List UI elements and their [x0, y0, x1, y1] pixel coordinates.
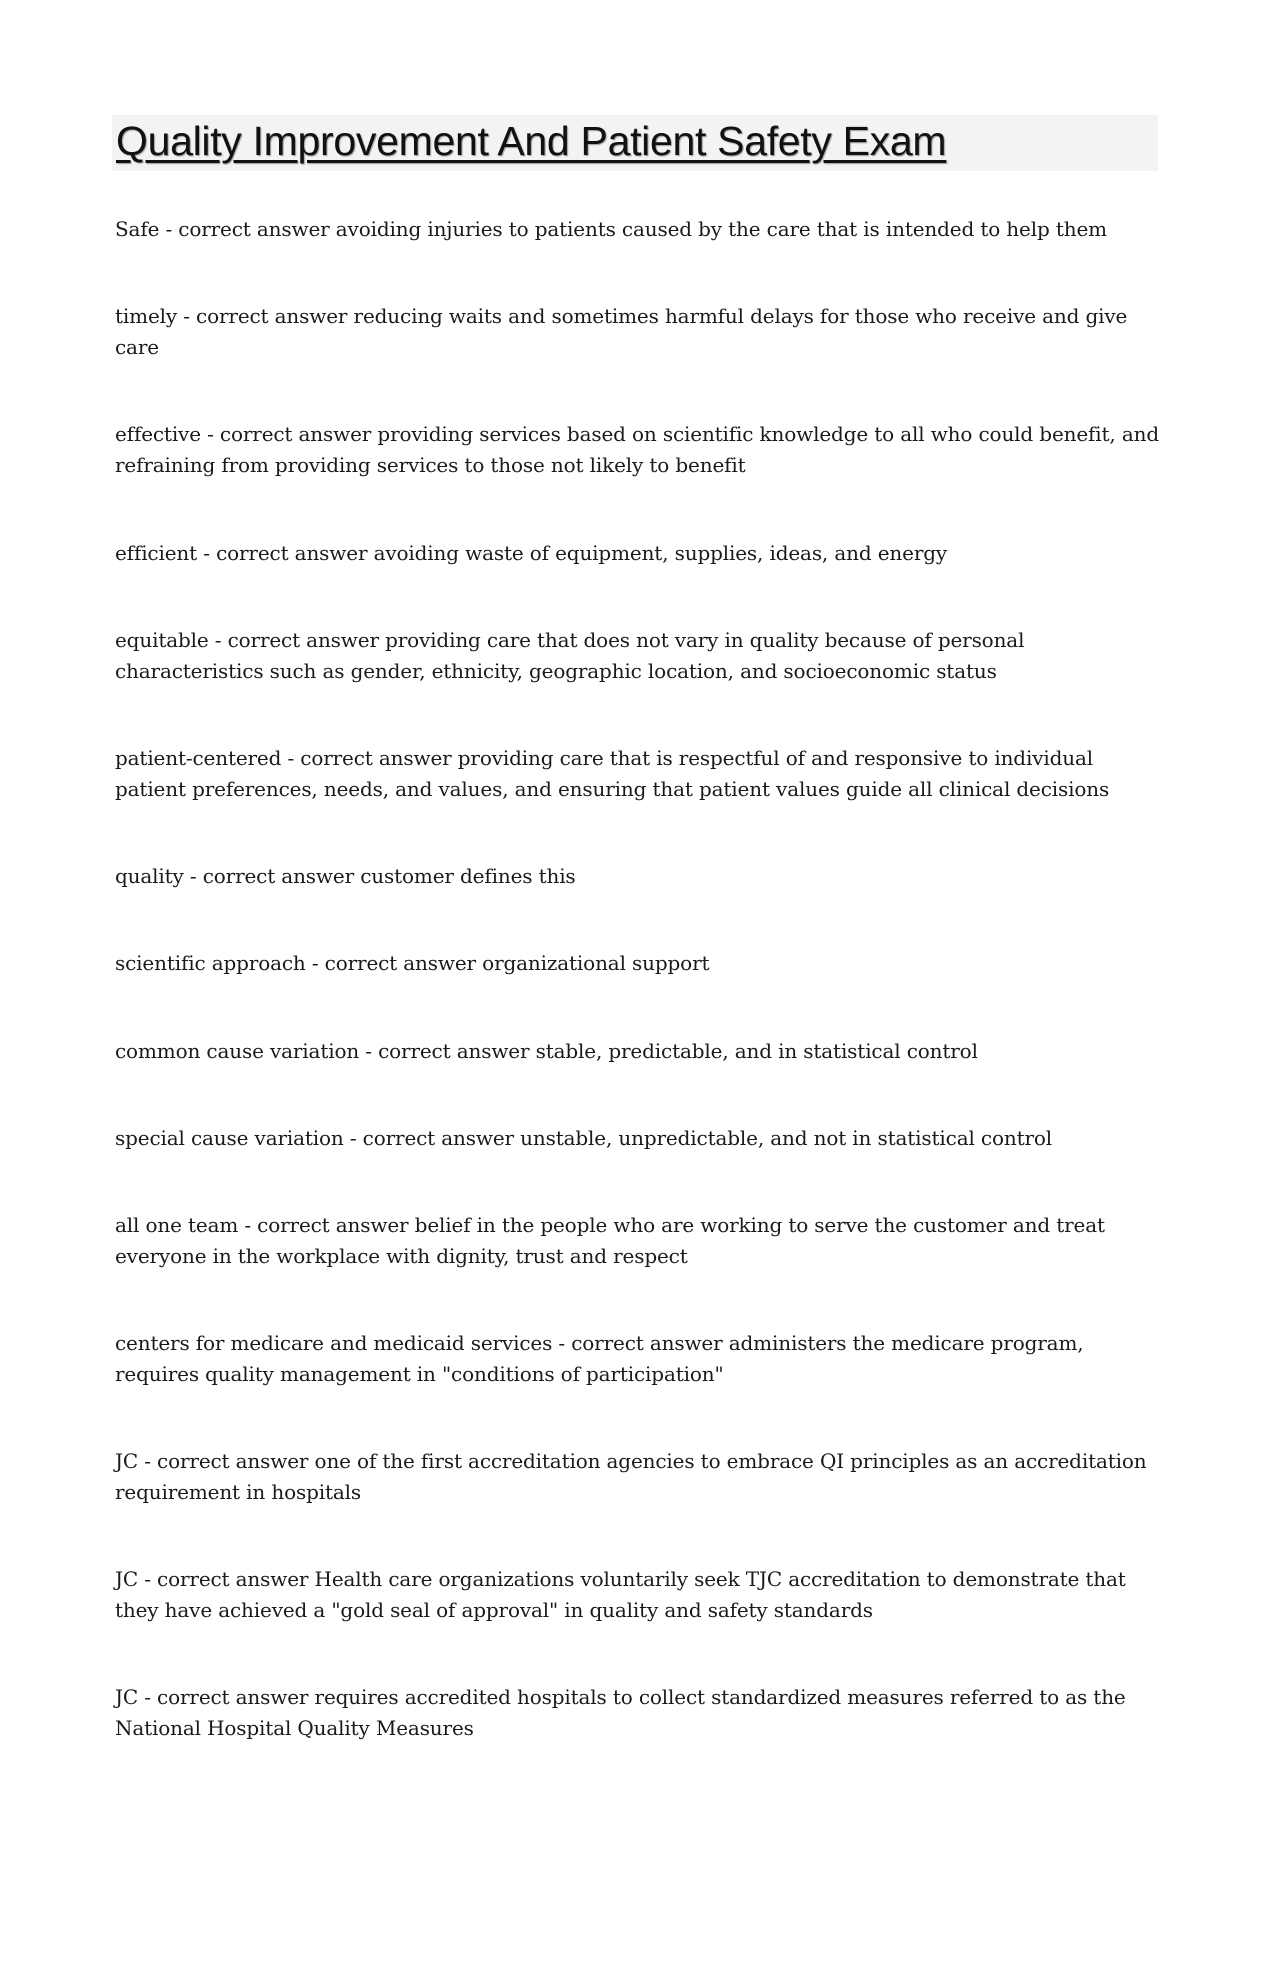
qa-separator: - correct answer [177, 304, 354, 328]
qa-entry [115, 1564, 1165, 1626]
qa-term: all one team [115, 1213, 239, 1237]
qa-term: JC [115, 1685, 139, 1709]
qa-term: common cause variation [115, 1039, 360, 1063]
qa-answer: requires accredited hospitals to collect standardized measures referred to as the National Hospital Quality Measures [115, 1685, 1126, 1740]
qa-entry [115, 419, 1165, 481]
qa-entry [115, 1210, 1165, 1272]
qa-entry [115, 948, 1165, 979]
qa-term: patient-centered [115, 746, 282, 770]
qa-term: Safe [115, 217, 160, 241]
qa-separator: - correct answer [138, 1449, 315, 1473]
qa-separator: - correct answer [359, 1039, 536, 1063]
qa-entry [115, 861, 1165, 892]
qa-separator: - correct answer [159, 217, 336, 241]
qa-answer: reducing waits and sometimes harmful delays for those who receive and give care [115, 304, 1128, 359]
qa-separator: - correct answer [183, 864, 361, 888]
qa-entry [115, 538, 1165, 569]
qa-separator: - correct answer [281, 746, 458, 770]
qa-separator: - correct answer [305, 951, 483, 975]
qa-answer: unstable, unpredictable, and not in statistical control [520, 1126, 1053, 1150]
qa-term: scientific approach [115, 951, 306, 975]
document-title: Quality Improvement And Patient Safety Exam [116, 118, 947, 164]
qa-answer: stable, predictable, and in statistical control [535, 1039, 978, 1063]
qa-entry [115, 301, 1165, 363]
qa-answer: avoiding injuries to patients caused by the care that is intended to help them [335, 217, 1107, 241]
qa-answer: organizational support [482, 951, 710, 975]
qa-separator: - correct answer [197, 541, 374, 565]
qa-entry [115, 1123, 1165, 1154]
qa-entry [115, 625, 1165, 687]
qa-term: efficient [115, 541, 198, 565]
qa-separator: - correct answer [208, 628, 386, 652]
qa-entry [115, 743, 1165, 805]
qa-answer: belief in the people who are working to serve the customer and treat everyone in the workplace with dignity, trust and respect [115, 1213, 1105, 1268]
qa-separator: - correct answer [138, 1685, 315, 1709]
qa-answer: Health care organizations voluntarily seek TJC accreditation to demonstrate that they have achieved a "gold seal of approval" in quality and safety standards [115, 1567, 1126, 1622]
qa-term: quality [115, 864, 184, 888]
qa-separator: - correct answer [238, 1213, 415, 1237]
qa-answer: avoiding waste of equipment, supplies, ideas, and energy [373, 541, 948, 565]
qa-answer: one of the first accreditation agencies to embrace QI principles as an accreditation requirement in hospitals [115, 1449, 1147, 1504]
qa-answer: providing care that does not vary in quality because of personal characteristics such as gender, ethnicity, geographic location, and socioeconomic status [115, 628, 1025, 683]
qa-term: special cause variation [115, 1126, 344, 1150]
qa-entry [115, 1682, 1165, 1744]
qa-term: equitable [115, 628, 209, 652]
qa-entry [115, 1328, 1165, 1390]
qa-term: effective [115, 422, 201, 446]
qa-separator: - correct answer [138, 1567, 315, 1591]
qa-entry [115, 214, 1165, 245]
qa-separator: - correct answer [200, 422, 378, 446]
qa-answer: customer defines this [360, 864, 576, 888]
qa-answer: administers the medicare program, requires quality management in "conditions of participation" [115, 1331, 1084, 1386]
qa-separator: - correct answer [552, 1331, 729, 1355]
qa-answer: providing services based on scientific knowledge to all who could benefit, and refraining from providing services to those not likely to benefit [115, 422, 1160, 477]
qa-term: timely [115, 304, 178, 328]
qa-answer: providing care that is respectful of and responsive to individual patient preferences, needs, and values, and ensuring that patient values guide all clinical decisions [115, 746, 1110, 801]
qa-term: centers for medicare and medicaid services [115, 1331, 553, 1355]
qa-term: JC [115, 1449, 139, 1473]
qa-entry [115, 1446, 1165, 1508]
qa-separator: - correct answer [343, 1126, 521, 1150]
qa-term: JC [115, 1567, 139, 1591]
qa-entry [115, 1036, 1165, 1067]
